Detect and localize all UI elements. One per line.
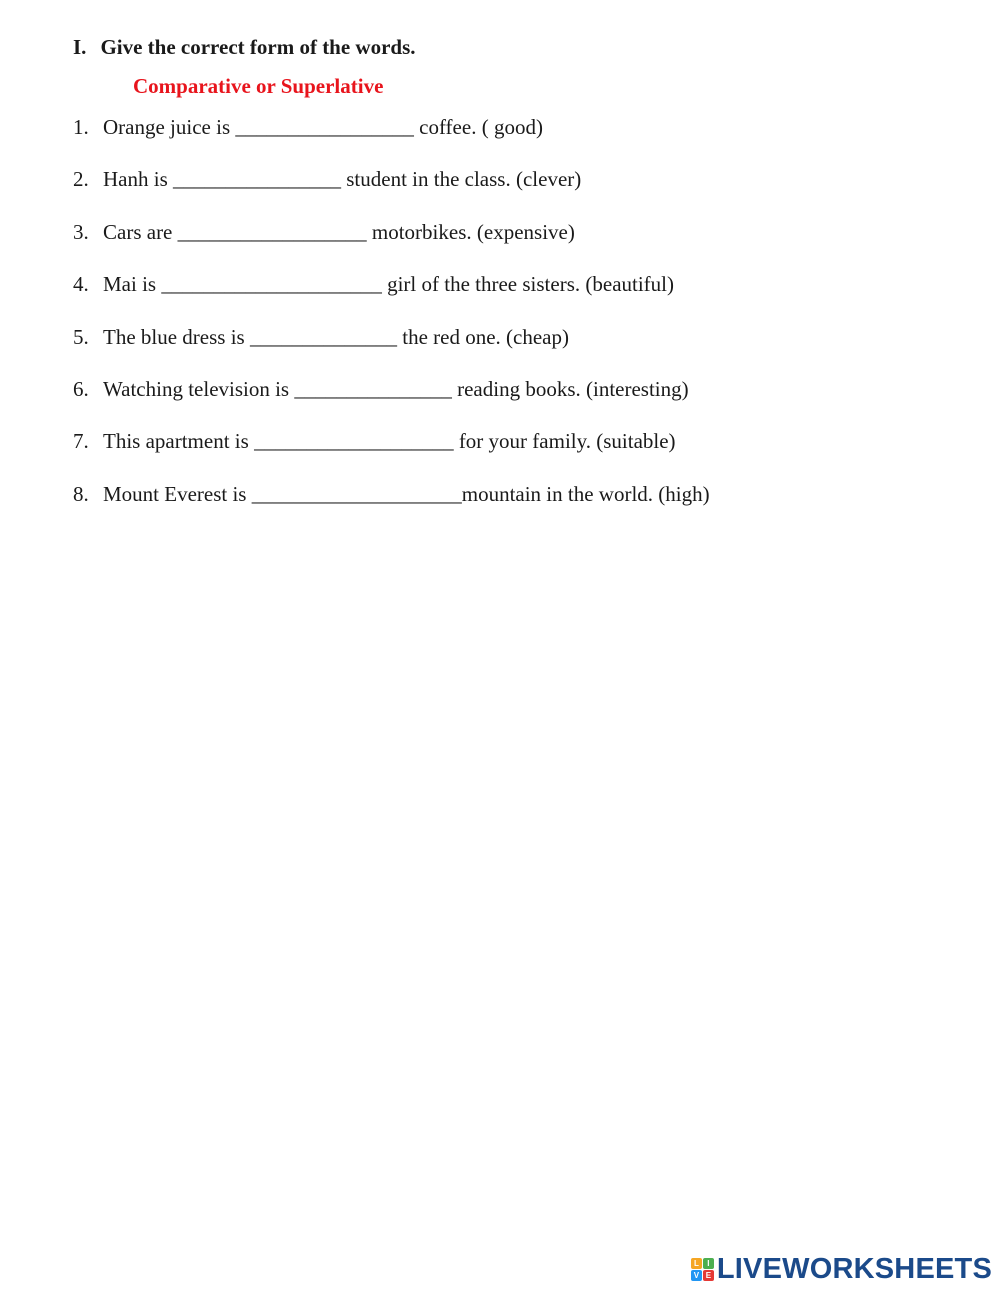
answer-blank[interactable]: _______________ <box>294 376 452 401</box>
question-text-after: girl of the three sisters. (beautiful) <box>381 272 674 297</box>
question-text-after: motorbikes. (expensive) <box>366 219 575 244</box>
question-item <box>73 481 710 533</box>
question-text-after: mountain in the world. (high) <box>461 481 710 506</box>
logo-letter: E <box>703 1270 714 1281</box>
question-item <box>73 271 710 323</box>
question-text-before: This apartment is <box>103 429 255 454</box>
question-list <box>73 114 710 533</box>
question-text-before: Watching television is <box>103 376 295 401</box>
question-text-after: student in the class. (clever) <box>341 167 582 192</box>
question-number: 3. <box>73 219 89 244</box>
question-text-after: for your family. (suitable) <box>453 429 676 454</box>
question-item <box>73 114 710 166</box>
question-item <box>73 324 710 376</box>
question-number: 2. <box>73 167 89 192</box>
question-number: 5. <box>73 324 89 349</box>
heading-text: Give the correct form of the words. <box>100 35 416 59</box>
logo-letter: V <box>691 1270 702 1281</box>
question-number: 1. <box>73 115 89 139</box>
question-item <box>73 428 710 480</box>
question-text-before: Cars are <box>103 219 178 244</box>
question-number: 8. <box>73 481 89 506</box>
answer-blank[interactable]: ______________ <box>249 324 397 349</box>
question-text-after: the red one. (cheap) <box>396 324 569 349</box>
logo-letter: L <box>691 1258 702 1269</box>
answer-blank[interactable]: ____________________ <box>251 481 462 506</box>
question-text-before: Orange juice is <box>103 115 236 139</box>
question-text-after: coffee. ( good) <box>413 115 543 139</box>
exercise-heading <box>73 35 416 60</box>
heading-numeral: I. <box>73 35 87 59</box>
question-item <box>73 219 710 271</box>
answer-blank[interactable]: _________________ <box>235 115 414 139</box>
question-text-before: Mai is <box>103 272 162 297</box>
question-item <box>73 376 710 428</box>
logo-text: LIVEWORKSHEETS <box>716 1253 992 1285</box>
liveworksheets-logo[interactable] <box>691 1253 992 1286</box>
question-number: 6. <box>73 376 89 401</box>
answer-blank[interactable]: __________________ <box>177 219 367 244</box>
question-text-before: Mount Everest is <box>103 481 252 506</box>
answer-blank[interactable]: ________________ <box>173 167 341 192</box>
logo-letter: I <box>703 1258 714 1269</box>
question-text-after: reading books. (interesting) <box>451 376 689 401</box>
question-text-before: Hanh is <box>103 167 173 192</box>
answer-blank[interactable]: _____________________ <box>161 272 382 297</box>
exercise-subheading: Comparative or Superlative <box>133 74 384 98</box>
question-number: 7. <box>73 429 89 454</box>
question-text-before: The blue dress is <box>103 324 250 349</box>
question-number: 4. <box>73 272 89 297</box>
liveworksheets-logo-icon <box>691 1258 714 1281</box>
question-item <box>73 166 710 218</box>
answer-blank[interactable]: ___________________ <box>254 429 454 454</box>
